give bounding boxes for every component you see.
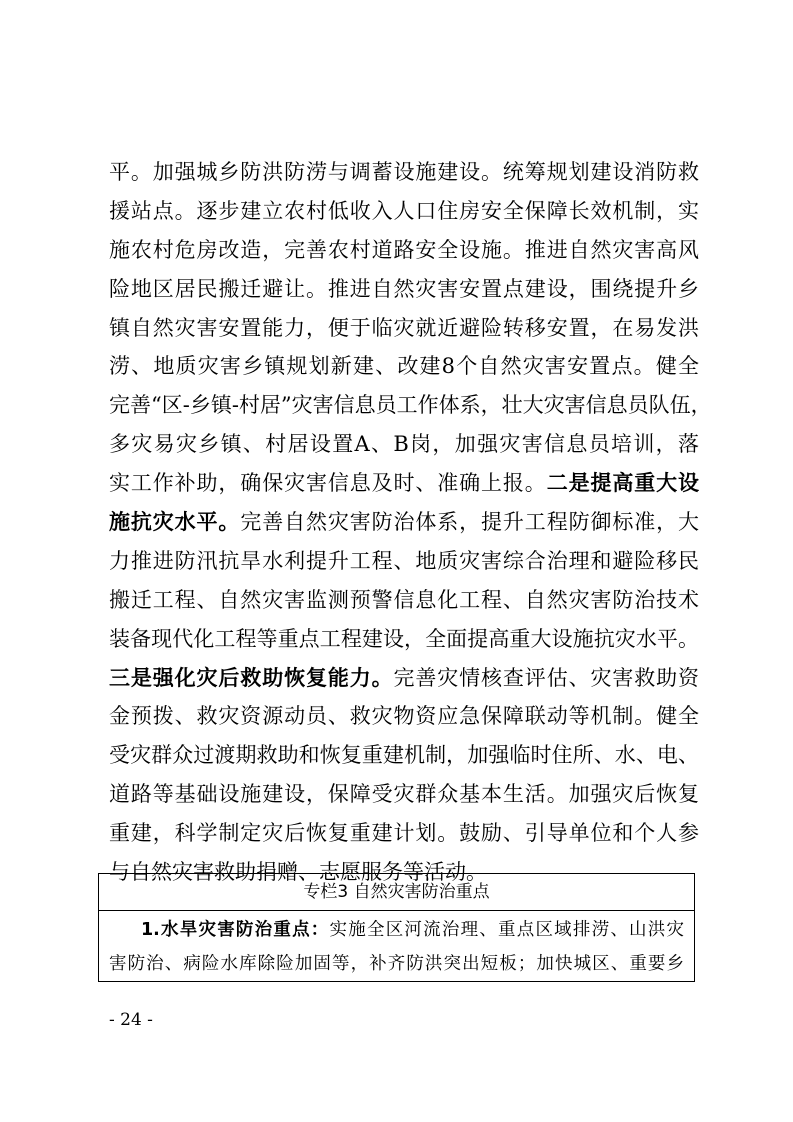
body-line: 与自然灾害救助捐赠、志愿服务等活动。 [109, 860, 487, 885]
body-line: 多灾易灾乡镇、村居设置A、B岗，加强灾害信息员培训，落 [109, 432, 699, 457]
body-line: 平。加强城乡防洪防涝与调蓄设施建设。统筹规划建设消防救 [109, 160, 699, 184]
bold-heading-2: 二是提高重大设 [546, 471, 700, 496]
page-number: - 24 - [109, 1010, 153, 1030]
bold-heading-2-cont: 施抗灾水平。 [109, 510, 241, 535]
body-line [109, 503, 699, 542]
body-line: 重建，科学制定灾后恢复重建计划。鼓励、引导单位和个人参 [109, 821, 699, 846]
body-line: 完善“区-乡镇-村居”灾害信息员工作体系，壮大灾害信息员队伍， [109, 393, 712, 418]
body-line: 受灾群众过渡期救助和恢复重建机制，加强临时住所、水、电、 [109, 743, 699, 768]
body-text-run: 完善灾情核查评估、灾害救助资 [393, 665, 699, 690]
bold-heading-3: 三是强化灾后救助恢复能力。 [109, 665, 394, 690]
feature-box-title: 专栏3 自然灾害防治重点 [99, 874, 694, 911]
body-line [109, 659, 699, 698]
box-line: 害防治、病险水库除险加固等，补齐防洪突出短板；加快城区、重要乡 [109, 954, 684, 974]
body-line [109, 464, 699, 503]
body-line: 装备现代化工程等重点工程建设，全面提高重大设施抗灾水平。 [109, 626, 699, 651]
body-line: 险地区居民搬迁避让。推进自然灾害安置点建设，围绕提升乡 [109, 276, 699, 301]
body-line: 施农村危房改造，完善农村道路安全设施。推进自然灾害高风 [109, 237, 699, 262]
box-item-heading: 1.水旱灾害防治重点： [141, 920, 330, 940]
body-line: 力推进防汛抗旱水利提升工程、地质灾害综合治理和避险移民 [109, 548, 699, 573]
body-line: 援站点。逐步建立农村低收入人口住房安全保障长效机制，实 [109, 198, 699, 223]
body-text-run: 实工作补助，确保灾害信息及时、准确上报。 [109, 471, 547, 496]
body-line: 搬迁工程、自然灾害监测预警信息化工程、自然灾害防治技术 [109, 587, 699, 612]
body-line: 涝、地质灾害乡镇规划新建、改建8个自然灾害安置点。健全 [109, 354, 699, 379]
body-line: 道路等基础设施建设，保障受灾群众基本生活。加强灾后恢复 [109, 782, 699, 807]
body-line: 金预拨、救灾资源动员、救灾物资应急保障联动等机制。健全 [109, 704, 699, 729]
body-text [109, 153, 712, 892]
box-line [109, 913, 684, 947]
box-item-text: 实施全区河流治理、重点区域排涝、山洪灾 [329, 920, 684, 940]
feature-box-body [99, 911, 694, 981]
body-line: 镇自然灾害安置能力，便于临灾就近避险转移安置，在易发洪 [109, 315, 699, 340]
feature-box [98, 873, 695, 982]
body-text-run: 完善自然灾害防治体系，提升工程防御标准，大 [240, 510, 700, 535]
